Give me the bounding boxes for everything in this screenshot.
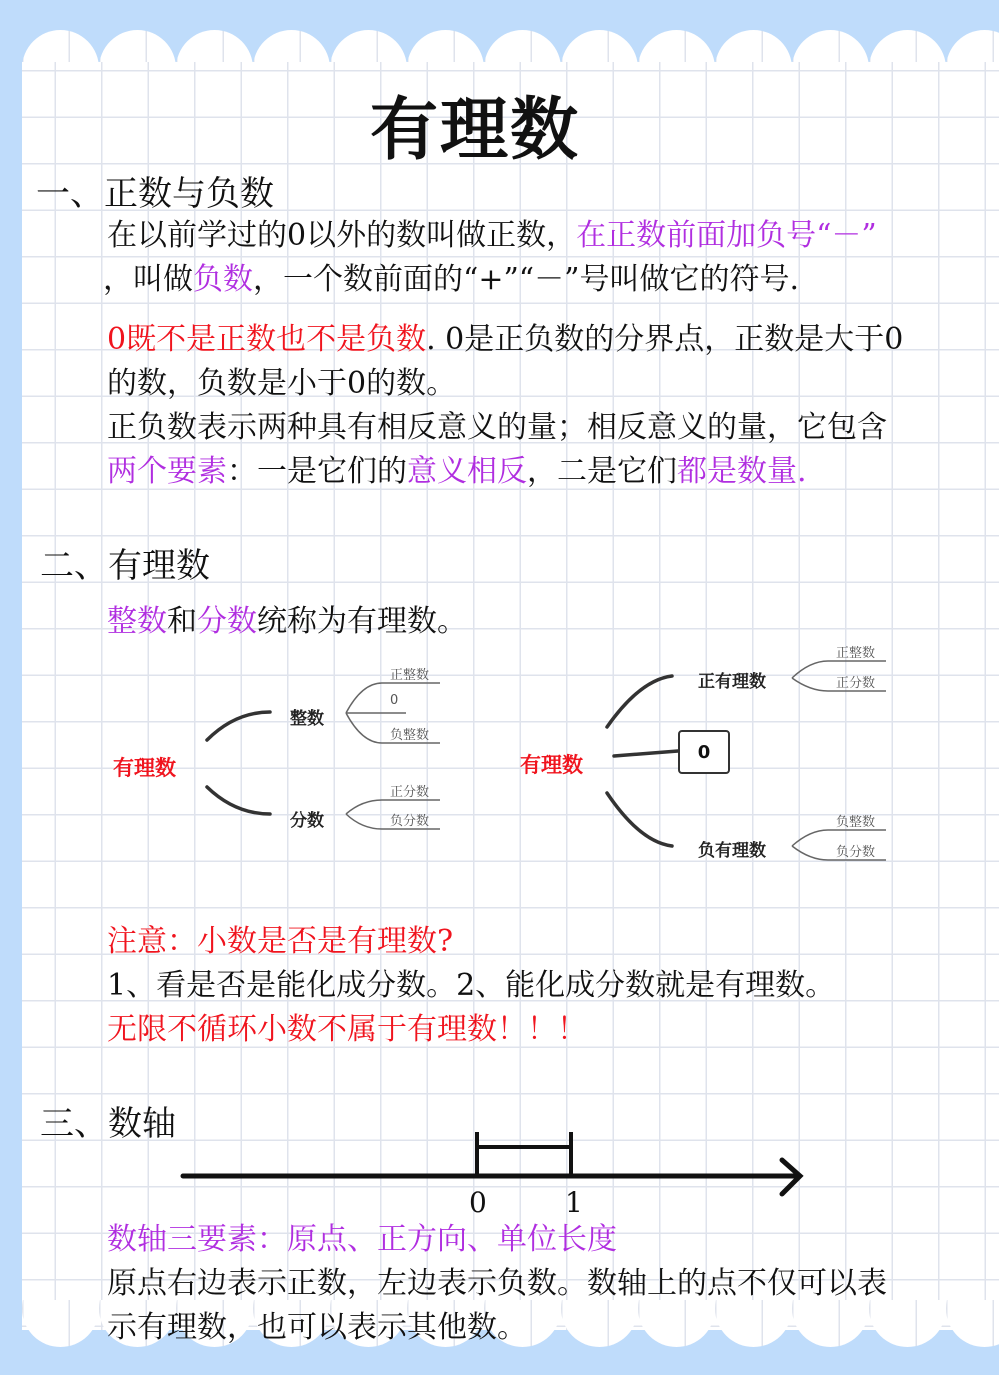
axis-desc-line1: 原点右边表示正数，左边表示负数。数轴上的点不仅可以表 bbox=[107, 1266, 887, 1301]
text: ，二是它们 bbox=[527, 454, 677, 489]
tree2-leaf: 负分数 bbox=[836, 845, 876, 860]
text: 和 bbox=[167, 604, 197, 639]
highlight-text: 分数 bbox=[197, 604, 257, 639]
text: 在以前学过的0以外的数叫做正数， bbox=[107, 218, 577, 253]
text: ：一是它们的 bbox=[227, 454, 407, 489]
tree2-branch-negative: 负有理数 bbox=[698, 841, 766, 861]
tree1-leaf: 0 bbox=[390, 693, 399, 708]
tree2-leaf: 正分数 bbox=[836, 676, 876, 691]
section1-p3-line1: 正负数表示两种具有相反意义的量；相反意义的量，它包含 bbox=[107, 410, 887, 445]
axis-tick-1: 1 bbox=[565, 1186, 583, 1219]
section2-heading: 二、有理数 bbox=[40, 546, 210, 586]
note-question: 注意：小数是否是有理数? bbox=[107, 924, 454, 959]
text: . 0是正负数的分界点，正数是大于0 bbox=[426, 322, 904, 357]
tree1-root: 有理数 bbox=[113, 756, 176, 780]
text: ，叫做 bbox=[103, 262, 193, 297]
section1-heading: 一、正数与负数 bbox=[36, 174, 274, 214]
note-warning: 无限不循环小数不属于有理数！！！ bbox=[107, 1012, 587, 1047]
highlight-text: 都是数量. bbox=[677, 454, 807, 489]
tree2-leaf: 正整数 bbox=[836, 646, 876, 661]
section1-p2-line2: 的数，负数是小于0的数。 bbox=[107, 366, 457, 401]
tree2-root: 有理数 bbox=[520, 753, 583, 777]
note-answer: 1、看是否是能化成分数。2、能化成分数就是有理数。 bbox=[107, 968, 836, 1003]
axis-tick-0: 0 bbox=[469, 1186, 487, 1219]
tree1-branch-fraction: 分数 bbox=[290, 811, 324, 831]
tree2-branch-zero: 0 bbox=[678, 730, 730, 774]
highlight-text: 整数 bbox=[107, 604, 167, 639]
tree1-leaf: 正分数 bbox=[390, 785, 430, 800]
section3-heading: 三、数轴 bbox=[40, 1104, 176, 1144]
highlight-text: 两个要素 bbox=[107, 454, 227, 489]
highlight-text: 在正数前面加负号“－” bbox=[576, 218, 877, 253]
highlight-text: 负数 bbox=[193, 262, 253, 297]
highlight-text: 意义相反 bbox=[407, 454, 527, 489]
tree1-leaf: 负分数 bbox=[390, 814, 430, 829]
axis-desc-line2: 示有理数，也可以表示其他数。 bbox=[107, 1310, 527, 1345]
tree2-branch-positive: 正有理数 bbox=[698, 672, 766, 692]
tree1-branch-integer: 整数 bbox=[290, 709, 324, 729]
text: 统称为有理数。 bbox=[257, 604, 467, 639]
tree1-leaf: 负整数 bbox=[390, 728, 430, 743]
axis-elements: 数轴三要素：原点、正方向、单位长度 bbox=[107, 1222, 617, 1257]
text: ，一个数前面的“+”“－”号叫做它的符号. bbox=[253, 262, 800, 297]
page-title: 有理数 bbox=[370, 90, 581, 170]
tree2-leaf: 负整数 bbox=[836, 815, 876, 830]
highlight-text: 0既不是正数也不是负数 bbox=[107, 322, 427, 357]
tree1-leaf: 正整数 bbox=[390, 668, 430, 683]
